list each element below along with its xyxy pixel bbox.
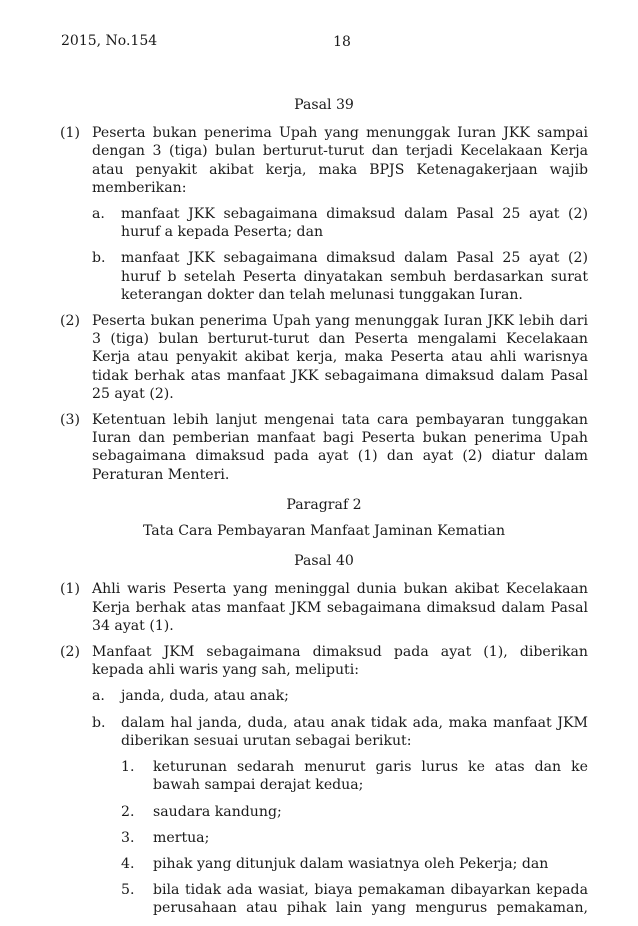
order-number: 4.: [121, 855, 135, 872]
item-text: Peserta bukan penerima Upah yang menunggak Iuran JKK lebih dari 3 (tiga) bulan berturut-turut dan Peserta mengalami Kecelakaan Kerja atau penyakit akibat kerja, maka Peserta atau ahli warisnya tidak berhak atas manfaat JKK sebagaimana dimaksud dalam Pasal 25 ayat (2).: [92, 313, 588, 402]
subitem-text: manfaat JKK sebagaimana dimaksud dalam Pasal 25 ayat (2) huruf b setelah Peserta dinyatakan sembuh berdasarkan surat keterangan dokter dan telah melunasi tunggakan Iuran.: [121, 250, 588, 303]
paragraf-2-subtitle: Tata Cara Pembayaran Manfaat Jaminan Kematian: [142, 523, 506, 540]
pasal-40-subitem-a: [60, 687, 588, 705]
item-number: (2): [60, 313, 80, 330]
order-number: 2.: [121, 803, 135, 820]
order-text: bila tidak ada wasiat, biaya pemakaman dibayarkan kepada perusahaan atau pihak lain yang mengurus pemakaman,: [153, 882, 588, 917]
subitem-letter: b.: [92, 250, 106, 267]
item-text: Manfaat JKM sebagaimana dimaksud pada ayat (1), diberikan kepada ahli waris yang sah, meliputi:: [92, 644, 588, 679]
order-number: 5.: [121, 882, 135, 899]
item-number: (3): [60, 412, 80, 429]
heir-order-3: [60, 829, 588, 847]
pasal-40-item-2: [60, 643, 588, 679]
item-number: (1): [60, 125, 80, 142]
order-text: mertua;: [153, 829, 210, 846]
subitem-letter: a.: [92, 206, 105, 223]
document-body: [60, 96, 588, 926]
pasal-39-subitem-b: [60, 249, 588, 304]
subitem-text: dalam hal janda, duda, atau anak tidak ada, maka manfaat JKM diberikan sesuai urutan sebagai berikut:: [121, 714, 588, 749]
item-number: (2): [60, 644, 80, 661]
pasal-40-subitem-b: [60, 714, 588, 750]
page-number: 18: [333, 34, 351, 50]
item-number: (1): [60, 581, 80, 598]
subitem-text: janda, duda, atau anak;: [121, 688, 289, 705]
pasal-39-item-1: [60, 124, 588, 197]
pasal-39-title: Pasal 39: [294, 97, 354, 113]
order-number: 3.: [121, 829, 135, 846]
item-text: Ahli waris Peserta yang meninggal dunia bukan akibat Kecelakaan Kerja berhak atas manfaat JKM sebagaimana dimaksud dalam Pasal 34 ayat (1).: [92, 581, 588, 634]
subitem-text: manfaat JKK sebagaimana dimaksud dalam Pasal 25 ayat (2) huruf a kepada Peserta; dan: [121, 206, 588, 241]
order-text: saudara kandung;: [153, 803, 282, 820]
pasal-40-item-1: [60, 580, 588, 635]
pasal-39-subitem-a: [60, 205, 588, 241]
order-number: 1.: [121, 759, 135, 776]
heir-order-1: [60, 758, 588, 794]
paragraf-2-title: Paragraf 2: [286, 496, 362, 513]
pasal-39-item-3: [60, 411, 588, 484]
heir-order-5: [60, 881, 588, 917]
order-text: keturunan sedarah menurut garis lurus ke atas dan ke bawah sampai derajat kedua;: [153, 759, 588, 794]
document-number: 2015, No.154: [61, 33, 158, 49]
pasal-40-title: Pasal 40: [294, 553, 354, 570]
item-text: Ketentuan lebih lanjut mengenai tata cara pembayaran tunggakan Iuran dan pemberian manfaat bagi Peserta bukan penerima Upah sebagaimana dimaksud pada ayat (1) dan ayat (2) diatur dalam Peraturan Menteri.: [92, 412, 588, 483]
subitem-letter: a.: [92, 688, 105, 705]
subitem-letter: b.: [92, 714, 106, 731]
item-text: Peserta bukan penerima Upah yang menunggak Iuran JKK sampai dengan 3 (tiga) bulan berturut-turut dan terjadi Kecelakaan Kerja atau penyakit akibat kerja, maka BPJS Ketenagakerjaan wajib memberikan:: [92, 125, 588, 196]
order-text: pihak yang ditunjuk dalam wasiatnya oleh Pekerja; dan: [153, 855, 549, 872]
heir-order-4: [60, 855, 588, 873]
pasal-39-item-2: [60, 312, 588, 403]
heir-order-2: [60, 803, 588, 821]
